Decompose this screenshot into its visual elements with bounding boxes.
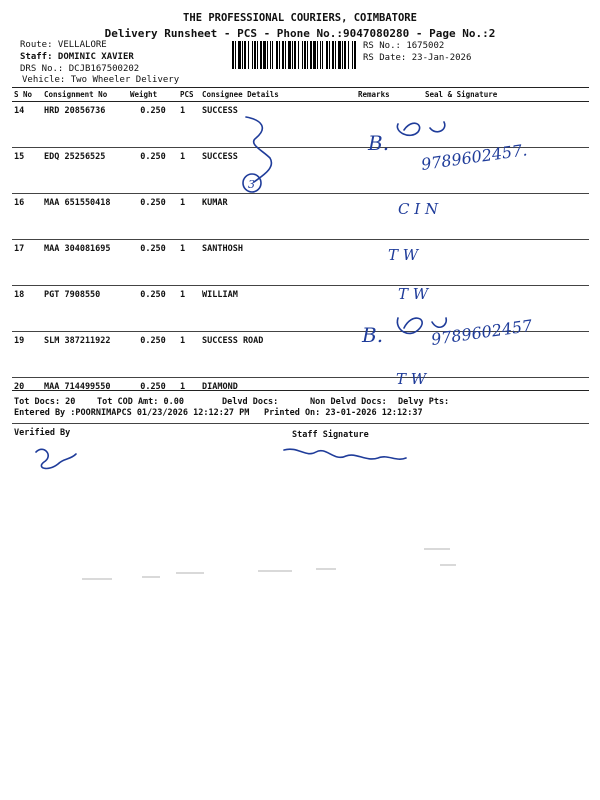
cell-consignment: MAA 714499550 [42,378,128,424]
handwritten-tw-3: T W [396,370,427,388]
runsheet-subtitle: Delivery Runsheet - PCS - Phone No.:9047080280 - Page No.:2 [104,27,496,40]
cell-consignment: MAA 304081695 [42,240,128,286]
staff-signature-label: Staff Signature [292,430,369,440]
total-cod: Tot COD Amt: 0.00 [97,397,184,407]
cell-sno: 14 [12,102,42,148]
handwritten-tw-2: T W [398,285,429,303]
col-header-sno: S No [12,88,42,102]
cell-sno: 19 [12,332,42,378]
cell-pcs: 1 [178,332,200,378]
col-header-consignee: Consignee Details [200,88,356,102]
rs-date: RS Date: 23-Jan-2026 [363,53,472,63]
cell-pcs: 1 [178,378,200,424]
cell-sno: 18 [12,286,42,332]
cell-consignment: EDQ 25256525 [42,148,128,194]
verified-by-label: Verified By [14,428,71,438]
cell-pcs: 1 [178,286,200,332]
handwritten-b1: B. [368,131,390,155]
cell-consignee: SUCCESS [200,102,356,148]
cell-weight: 0.250 [128,332,178,378]
cell-weight: 0.250 [128,286,178,332]
footer-divider [12,390,589,391]
cell-sno: 17 [12,240,42,286]
staff-label: Staff: DOMINIC XAVIER [20,52,134,62]
handwritten-circled-number: 3 [248,178,255,191]
cell-weight: 0.250 [128,148,178,194]
cell-consignee: SUCCESS [200,148,356,194]
non-delivered-docs: Non Delvd Docs: [310,397,387,407]
col-header-consignment: Consignment No [42,88,128,102]
cell-consignee: SANTHOSH [200,240,356,286]
verified-signature-scribble [36,449,76,468]
cell-sno: 16 [12,194,42,240]
cell-sno: 15 [12,148,42,194]
delivery-points: Delvy Pts: [398,397,450,407]
cell-consignment: HRD 20856736 [42,102,128,148]
cell-pcs: 1 [178,102,200,148]
cell-weight: 0.250 [128,378,178,424]
handwritten-cin: C I N [398,200,439,218]
cell-sno: 20 [12,378,42,424]
bleed-through-marks [82,548,456,580]
staff-signature-scribble [284,449,406,459]
cell-weight: 0.250 [128,194,178,240]
route-label: Route: VELLALORE [20,40,107,50]
handwritten-phone-2: 9789602457 [429,315,534,349]
handwritten-b2: B. [362,323,384,347]
rs-number: RS No.: 1675002 [363,41,445,51]
cell-pcs: 1 [178,194,200,240]
col-header-weight: Weight [128,88,178,102]
drs-number: DRS No.: DCJB167500202 [20,64,140,74]
cell-consignment: PGT 7908550 [42,286,128,332]
cell-consignee: DIAMOND [200,378,356,424]
delivered-docs: Delvd Docs: [222,397,279,407]
cell-weight: 0.250 [128,240,178,286]
entered-by: Entered By :POORNIMAPCS 01/23/2026 12:12:27 PM [14,408,250,418]
printed-on: Printed On: 23-01-2026 12:12:37 [264,408,423,418]
handwritten-tw-1: T W [388,246,419,264]
col-header-pcs: PCS [178,88,200,102]
brace-scribble [246,117,271,182]
handwritten-phone-1: 9789602457. [419,140,529,174]
col-header-remarks: Remarks [356,88,417,102]
signature-scribble-1 [397,122,444,135]
company-title: THE PROFESSIONAL COURIERS, COIMBATORE [183,12,417,24]
total-docs: Tot Docs: 20 [14,397,76,407]
cell-pcs: 1 [178,240,200,286]
cell-consignee: KUMAR [200,194,356,240]
cell-weight: 0.250 [128,102,178,148]
cell-consignee: SUCCESS ROAD [200,332,356,378]
col-header-signature: Seal & Signature [417,88,589,102]
cell-consignment: MAA 651550418 [42,194,128,240]
cell-consignee: WILLIAM [200,286,356,332]
cell-pcs: 1 [178,148,200,194]
vehicle-label: Vehicle: Two Wheeler Delivery [22,75,180,85]
cell-consignment: SLM 387211922 [42,332,128,378]
